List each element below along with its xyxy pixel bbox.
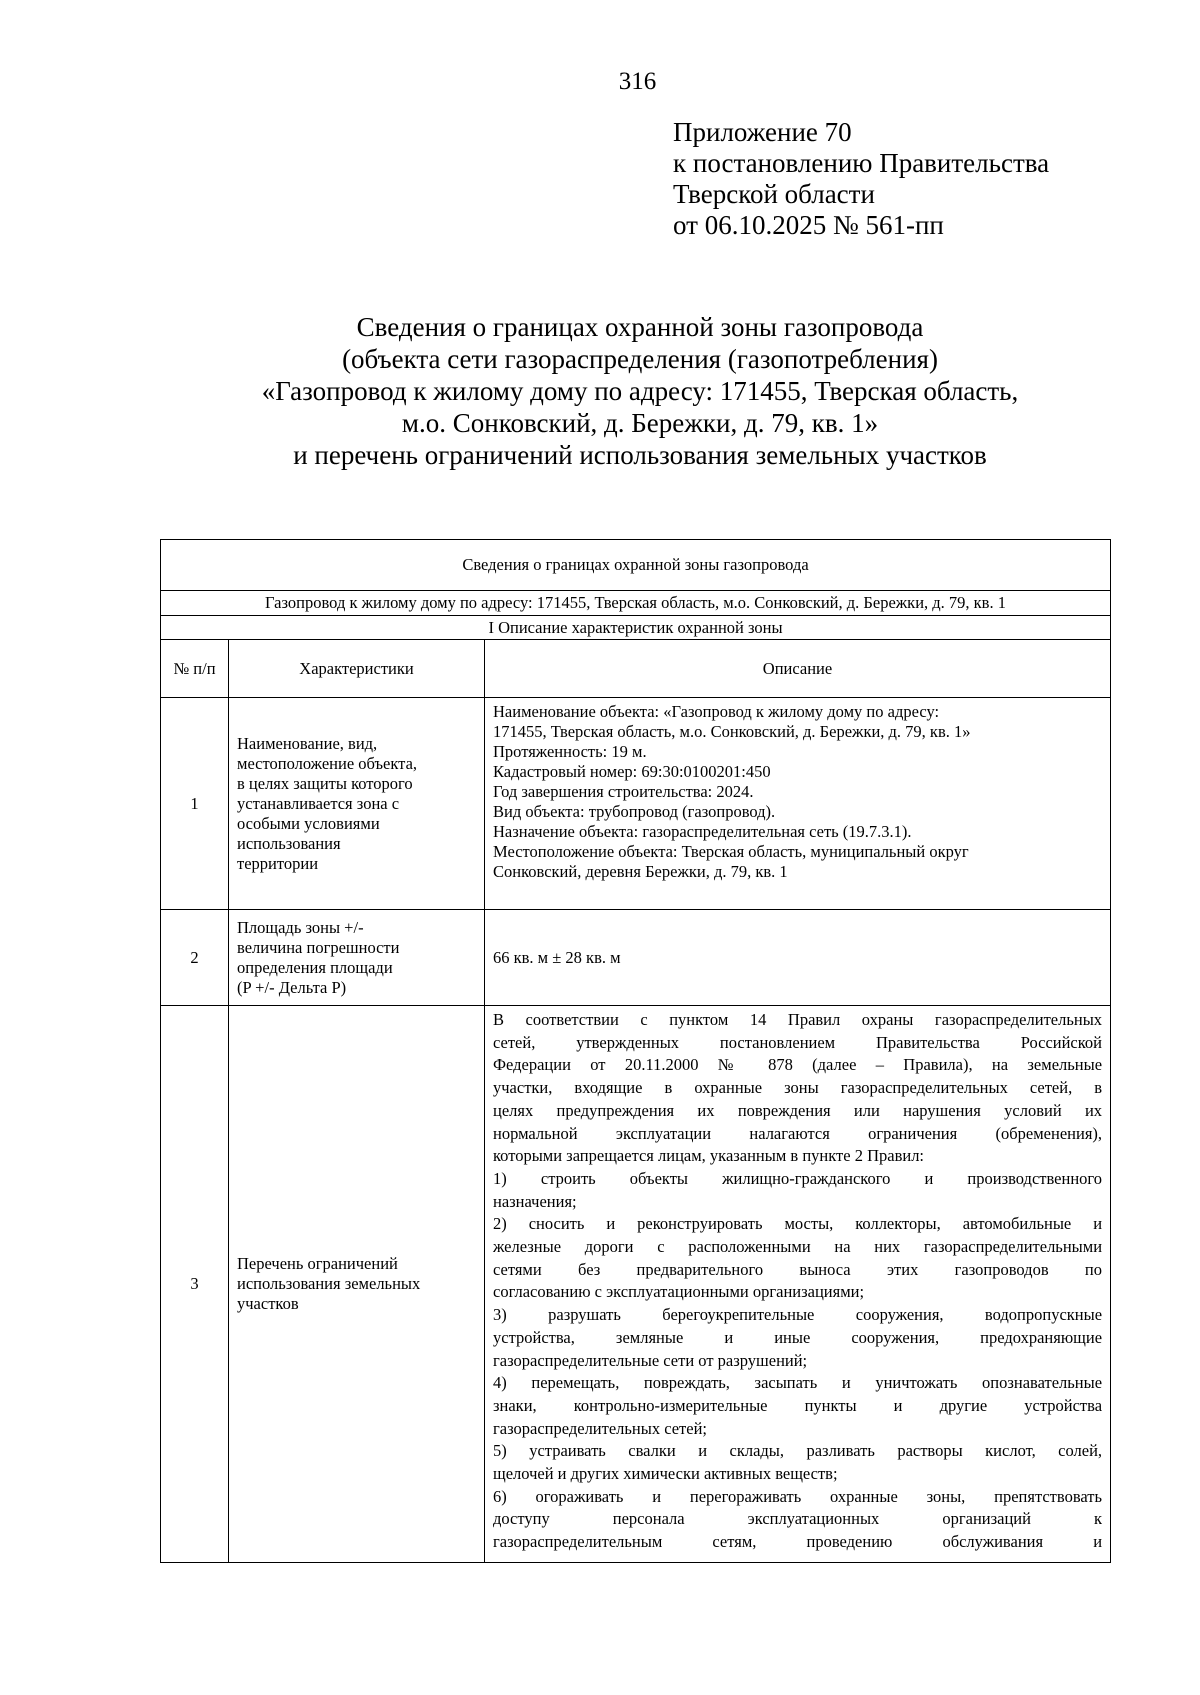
table-header-row [161,640,1111,698]
description-line: сетями без предварительного выноса этих газопроводов по [493,1259,1103,1279]
characteristic-line: (P +/- Дельта P) [237,977,347,997]
header-num [161,640,229,698]
description-line: Кадастровый номер: 69:30:0100201:450 [493,762,771,781]
row-description [485,1006,1111,1563]
page-number: 316 [618,68,657,95]
characteristic-line: использования [237,833,341,853]
header-num-label: № п/п [173,658,216,678]
description-line: Местоположение объекта: Тверская область, муниципальный округ [493,842,969,861]
description-line: газораспределительных сетей; [493,1418,708,1438]
characteristic-line: территории [237,853,319,873]
description-line: 6) огораживать и перегораживать охранные зоны, препятствовать [493,1486,1103,1506]
characteristic-line: Площадь зоны +/- [237,917,364,937]
description-line: сетей, утвержденных постановлением Правительства Российской [493,1032,1103,1052]
description-line: участки, входящие в охранные зоны газораспределительных сетей, в [493,1078,1103,1098]
table-title: Сведения о границах охранной зоны газопровода [161,540,1111,591]
table-title-row [161,540,1111,591]
description-line: знаки, контрольно-измерительные пункты и другие устройства [493,1395,1103,1415]
description-line: 1) строить объекты жилищно-гражданского и производственного [493,1168,1103,1188]
table-subtitle-row [161,591,1111,616]
table-subtitle: Газопровод к жилому дому по адресу: 171455, Тверская область, м.о. Сонковский, д. Бережки, д. 79, кв. 1 [161,591,1111,616]
description-line: Наименование объекта: «Газопровод к жилому дому по адресу: [493,702,940,721]
appendix-line: к постановлению Правительства [673,148,1050,178]
description-line: 5) устраивать свалки и склады, разливать растворы кислот, солей, [493,1441,1103,1461]
characteristic-line: Перечень ограничений [237,1254,398,1273]
characteristic-line: использования земельных [237,1274,421,1293]
header-characteristics: Характеристики [229,640,485,698]
table-section-row [161,616,1111,640]
appendix-block [673,117,1049,241]
description-line: Вид объекта: трубопровод (газопровод). [493,802,776,821]
row-number: 3 [161,1006,229,1563]
row-characteristic [229,698,485,910]
description-line: Год завершения строительства: 2024. [493,782,754,801]
characteristic-line: участков [237,1294,299,1313]
section-heading: I Описание характеристик охранной зоны [161,616,1111,640]
description-line: Федерации от 20.11.2000 № 878 (далее – Правила), на земельные [493,1055,1103,1075]
characteristic-line: определения площади [237,957,393,977]
title-line: Сведения о границах охранной зоны газопровода [356,312,924,342]
description-line: Сонковский, деревня Бережки, д. 79, кв. 1 [493,862,788,881]
table-row [161,698,1111,910]
description-line: 4) перемещать, повреждать, засыпать и уничтожать опознавательные [493,1373,1103,1393]
title-line: «Газопровод к жилому дому по адресу: 171455, Тверская область, [261,376,1019,406]
description-line: целях предупреждения их повреждения или нарушения условий их [493,1100,1103,1120]
description-line: 2) сносить и реконструировать мосты, коллекторы, автомобильные и [493,1214,1103,1234]
description-line: доступу персонала эксплуатационных организаций к [493,1509,1103,1529]
title-line: м.о. Сонковский, д. Бережки, д. 79, кв. 1» [401,408,879,438]
appendix-line: Приложение 70 [673,117,852,147]
row-characteristic [229,1006,485,1563]
description-line: В соответствии с пунктом 14 Правил охраны газораспределительных [493,1010,1103,1029]
description-line: устройства, земляные и иные сооружения, предохраняющие [493,1327,1103,1347]
row-description [485,698,1111,910]
document-title [160,311,1120,471]
characteristic-line: местоположение объекта, [237,753,418,773]
description-line: щелочей и других химически активных веществ; [493,1464,838,1484]
description-line: Протяженность: 19 м. [493,742,647,761]
characteristic-line: устанавливается зона с [237,793,400,813]
characteristic-line: Наименование, вид, [237,733,378,753]
appendix-line: Тверской области [673,179,875,209]
appendix-line: от 06.10.2025 № 561-пп [673,210,944,240]
description-line: железные дороги с расположенными на них газораспределительными [493,1237,1103,1257]
description-line: нормальной эксплуатации налагаются ограничения (обременения), [493,1123,1103,1143]
description-line: 3) разрушать берегоукрепительные сооружения, водопропускные [493,1305,1103,1325]
description-line: 171455, Тверская область, м.о. Сонковский, д. Бережки, д. 79, кв. 1» [493,722,971,741]
row-characteristic [229,910,485,1006]
description-line: Назначение объекта: газораспределительная сеть (19.7.3.1). [493,822,912,841]
row-number: 1 [161,698,229,910]
description-line: газораспределительным сетям, проведению обслуживания и [493,1532,1103,1552]
description-line: назначения; [493,1191,577,1211]
description-line: газораспределительные сети от разрушений; [493,1350,808,1370]
description-line: согласованию с эксплуатационными организациями; [493,1282,865,1302]
description-line: которыми запрещается лицам, указанным в пункте 2 Правил: [493,1146,925,1166]
row-number: 2 [161,910,229,1006]
characteristic-line: в целях защиты которого [237,773,413,793]
title-line: и перечень ограничений использования земельных участков [293,440,987,470]
zone-area-value: 66 кв. м ± 28 кв. м [485,910,1111,1006]
table-row [161,1006,1111,1563]
table-row [161,910,1111,1006]
characteristic-line: особыми условиями [237,813,380,833]
characteristic-line: величина погрешности [237,937,400,957]
protection-zone-table [160,539,1111,1563]
title-line: (объекта сети газораспределения (газопотребления) [342,344,938,374]
header-description: Описание [485,640,1111,698]
